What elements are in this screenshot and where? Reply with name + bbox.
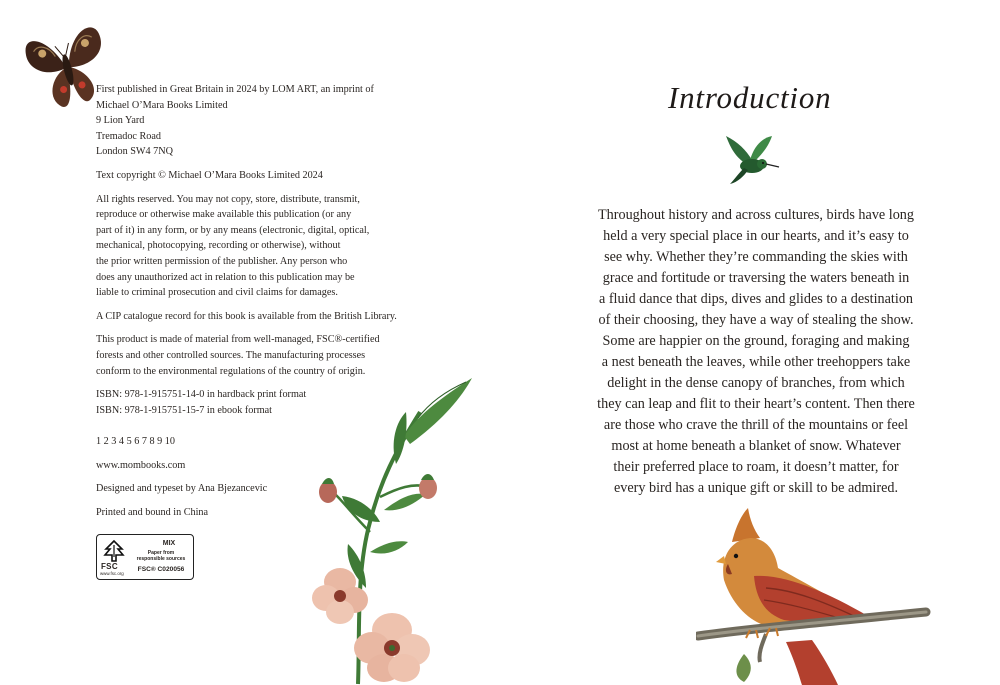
rights-line: liable to criminal prosecution and civil claims for damages. (96, 287, 338, 299)
isbn-line: ISBN: 978-1-915751-15-7 in ebook format (96, 404, 272, 416)
isbn-line: ISBN: 978-1-915751-14-0 in hardback print format (96, 389, 307, 401)
publisher-line: London SW4 7NQ (96, 146, 173, 158)
rights-block (96, 192, 416, 301)
introduction-body (584, 205, 928, 499)
rights-line: mechanical, photocopying, recording or otherwise), without (96, 240, 341, 252)
publisher-block (96, 82, 416, 160)
rights-line: reproduce or otherwise make available this publication (or any (96, 209, 352, 221)
cardinal-bird-illustration (696, 504, 936, 685)
intro-line: Some are happier on the ground, foraging and making (602, 333, 910, 349)
fsc-label: FSC (101, 562, 118, 571)
rights-line: does any unauthorized act in relation to this publication may be (96, 271, 355, 283)
intro-line: delight in the dense canopy of branches, from which (607, 375, 905, 391)
intro-line: held a very special place in our hearts, and it’s easy to (603, 228, 909, 244)
fsc-sub-line: responsible sources (136, 556, 186, 562)
materials-line: This product is made of material from well-managed, FSC®-certified (96, 334, 380, 346)
intro-line: most at home beneath a blanket of snow. Whatever (611, 438, 901, 454)
fsc-sub-line: Paper from (147, 550, 175, 556)
fsc-tree-icon (102, 539, 126, 563)
fsc-code: FSC® C020056 (137, 566, 185, 573)
rights-line: part of it) in any form, or by any means (electronic, digital, optical, (96, 224, 370, 236)
materials-line: conform to the environmental regulations of the country of origin. (96, 365, 366, 377)
intro-line: of their choosing, they have a way of stealing the show. (598, 312, 914, 328)
intro-line: they can leap and flit to their heart’s content. Then there (597, 396, 915, 412)
rights-line: the prior written permission of the publisher. Any person who (96, 255, 348, 267)
publisher-line: Michael O’Mara Books Limited (96, 99, 228, 111)
intro-line: grace and fortitude or traversing the waters beneath in (602, 270, 910, 286)
publisher-line: First published in Great Britain in 2024 by LOM ART, an imprint of (96, 84, 374, 95)
fsc-url: www.fsc.org (100, 571, 124, 576)
cip-statement: A CIP catalogue record for this book is available from the British Library. (96, 310, 397, 322)
introduction-page (500, 0, 1000, 685)
hummingbird-illustration (724, 134, 780, 186)
intro-line: Throughout history and across cultures, birds have long (597, 207, 914, 223)
flowering-plant-illustration (300, 372, 480, 685)
intro-line: a nest beneath the leaves, while other treehoppers take (601, 354, 911, 370)
intro-line: are those who crave the thrill of the mountains or feel (603, 417, 909, 433)
intro-line: a fluid dance that dips, dives and glides to a destination (598, 291, 914, 307)
materials-line: forests and other controlled sources. The manufacturing processes (96, 349, 366, 361)
page-title: Introduction (668, 80, 832, 115)
fsc-logo (96, 534, 194, 580)
designer-credit: Designed and typeset by Ana Bjezancevic (96, 483, 268, 495)
intro-line: their preferred place to roam, it doesn’t matter, for (613, 459, 899, 475)
intro-line: every bird has a unique gift or skill to be admired. (613, 480, 899, 496)
rights-line: All rights reserved. You may not copy, store, distribute, transmit, (96, 193, 360, 205)
text-copyright: Text copyright © Michael O’Mara Books Limited 2024 (96, 169, 323, 181)
intro-line: see why. Whether they’re commanding the skies with (604, 249, 908, 265)
fsc-mix: MIX (162, 540, 176, 547)
printing-line: 1 2 3 4 5 6 7 8 9 10 (96, 436, 175, 448)
publisher-line: Tremadoc Road (96, 130, 161, 142)
publisher-line: 9 Lion Yard (96, 115, 145, 127)
printed-in: Printed and bound in China (96, 507, 209, 519)
fsc-sub (132, 550, 190, 562)
website: www.mombooks.com (96, 459, 186, 471)
